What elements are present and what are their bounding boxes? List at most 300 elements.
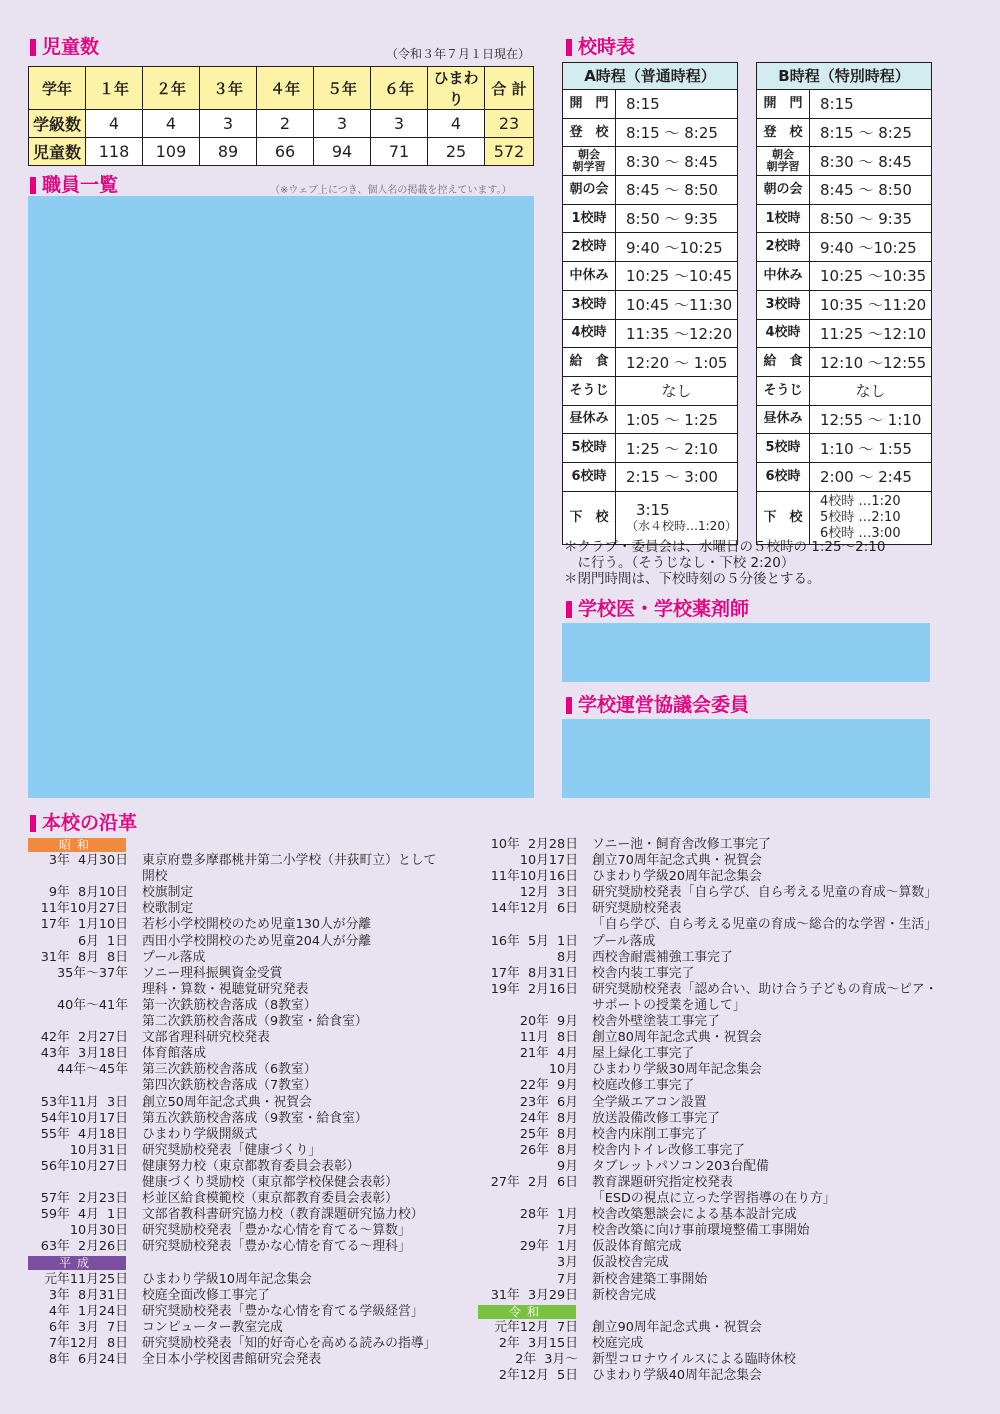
history-date: 22年 9月 [519, 1078, 578, 1094]
history-event: 研究奨励校発表 [592, 901, 682, 917]
history-item [28, 934, 436, 950]
schedule-row [757, 176, 931, 205]
history-event: ひまわり学級開級式 [142, 1126, 258, 1142]
history-event: 第一次鉄筋校舎落成（8教室） [142, 997, 317, 1013]
history-date: 3年 8月31日 [48, 1287, 128, 1303]
history-event: 「ESDの視点に立った学習指導の在り方」 [592, 1191, 836, 1207]
schedule-row [757, 262, 931, 291]
history-date: 元年12月 7日 [494, 1319, 578, 1335]
history-event: 校舎内トイレ改修工事完了 [592, 1142, 745, 1158]
schedule-note-3: ＊閉門時間は、下校時刻の５分後とする。 [564, 571, 821, 587]
doctor-title-text: 学校医・学校薬剤師 [578, 598, 750, 620]
era-row [28, 1255, 436, 1271]
period-time: 8:15 〜 8:25 [820, 124, 912, 143]
history-date: 53年11月 3日 [40, 1094, 128, 1110]
dismissal-row [563, 492, 737, 544]
history-event: 西校舎耐震補強工事完了 [592, 949, 733, 965]
history-item [478, 853, 938, 869]
history-date: 42年 2月27日 [40, 1030, 128, 1046]
dismissal-label: 下 校 [563, 492, 616, 544]
history-item [478, 1320, 938, 1336]
history-date: 19年 2月16日 [490, 981, 578, 997]
period-time: 11:25 〜12:10 [820, 324, 927, 343]
history-event: ソニー池・飼育舎改修工事完了 [592, 837, 771, 852]
enrollment-header-row [29, 67, 534, 110]
doctor-list-placeholder [562, 623, 930, 682]
period-time: 8:15 [626, 94, 660, 113]
schedule-row [563, 406, 737, 435]
history-event: 新校舎建築工事開始 [592, 1271, 708, 1287]
staff-privacy-note: （※ウェブ上につき、個人名の掲載を控えています。） [270, 185, 512, 196]
history-item [28, 998, 436, 1014]
dismissal-line: 5校時 …2:10 [820, 509, 901, 525]
history-event: 校舎改築に向け事前環境整備工事開始 [592, 1223, 810, 1239]
enrollment-cell: 3 [200, 110, 257, 138]
history-item [478, 1014, 938, 1030]
period-time: 12:10 〜12:55 [820, 353, 927, 372]
enrollment-cell: 118 [86, 138, 143, 166]
history-date: 31年 3月29日 [490, 1287, 578, 1303]
enrollment-cell: 71 [371, 138, 428, 166]
period-time: 8:50 〜 9:35 [626, 210, 718, 229]
history-item [478, 1111, 938, 1127]
enrollment-cell: 2 [257, 110, 314, 138]
schedule-row [563, 233, 737, 262]
schedule-b-table [756, 62, 932, 545]
period-time: 8:15 〜 8:25 [626, 124, 718, 143]
history-item [28, 901, 436, 917]
period-time: 10:25 〜10:45 [626, 267, 733, 286]
schedule-row [563, 320, 737, 349]
section-marker [566, 697, 572, 714]
period-time: 8:50 〜 9:35 [820, 210, 912, 229]
era-label: 令和 [478, 1305, 576, 1319]
era-row [28, 837, 436, 853]
history-date: 10年 2月28日 [490, 837, 578, 852]
history-date: 7月 [557, 1271, 578, 1287]
history-date [28, 1078, 128, 1094]
history-item [28, 1239, 436, 1255]
enrollment-cell: 94 [314, 138, 371, 166]
period-time: 1:10 〜 1:55 [820, 439, 912, 458]
enrollment-cell: 4 [428, 110, 485, 138]
section-marker [30, 815, 36, 832]
history-item [28, 1111, 436, 1127]
history-date: 7月 [557, 1223, 578, 1239]
history-event: ソニー理科振興資金受賞 [142, 965, 283, 981]
period-time: 8:30 〜 8:45 [626, 152, 718, 171]
enrollment-cell: 109 [143, 138, 200, 166]
history-date: 31年 8月 8日 [40, 949, 128, 965]
enrollment-header-cell: ６年 [371, 67, 428, 110]
enrollment-row [29, 138, 534, 166]
period-time: 9:40 〜10:25 [820, 238, 917, 257]
enrollment-cell: 4 [143, 110, 200, 138]
history-date: 10月30日 [69, 1223, 128, 1239]
history-item [478, 917, 938, 933]
schedule-row [757, 463, 931, 492]
history-item [28, 869, 436, 885]
history-item [478, 950, 938, 966]
schedule-row [563, 434, 737, 463]
history-event: 若杉小学校開校のため児童130人が分離 [142, 917, 372, 933]
history-date: 6年 3月 7日 [48, 1319, 128, 1335]
schedule-row [563, 291, 737, 320]
history-date: 9月 [557, 1158, 578, 1174]
schedule-row [563, 90, 737, 119]
history-event: ひまわり学級10周年記念集会 [142, 1271, 312, 1287]
period-label: 3校時 [563, 291, 616, 319]
schedule-row [757, 434, 931, 463]
history-item [478, 1095, 938, 1111]
dismissal-line: 3:15 [636, 500, 670, 519]
history-item [478, 1127, 938, 1143]
history-event: 健康努力校（東京都教育委員会表彰） [142, 1158, 360, 1174]
history-item [28, 1191, 436, 1207]
history-event: 研究奨励校発表「豊かな心情を育てる〜理科」 [142, 1239, 411, 1255]
history-event: 創立80周年記念式典・祝賀会 [592, 1030, 762, 1046]
history-title-text: 本校の沿革 [42, 812, 138, 834]
history-item [478, 1078, 938, 1094]
history-item [478, 1368, 938, 1384]
schedule-row [757, 406, 931, 435]
history-date: 40年〜41年 [57, 997, 128, 1013]
history-event: 放送設備改修工事完了 [592, 1110, 720, 1126]
history-date: 57年 2月23日 [40, 1191, 128, 1207]
schedule-row [563, 463, 737, 492]
history-item [478, 1030, 938, 1046]
enrollment-title-text: 児童数 [42, 36, 100, 58]
period-time: なし [855, 382, 886, 401]
enrollment-row-label: 児童数 [29, 138, 86, 166]
schedule-row [757, 147, 931, 176]
history-date: 11年10月16日 [490, 869, 578, 885]
enrollment-cell: 3 [314, 110, 371, 138]
enrollment-cell: 23 [485, 110, 534, 138]
schedule-note-2: に行う。（そうじなし・下校 2:20） [564, 555, 795, 571]
doctor-title [566, 598, 749, 620]
enrollment-title [30, 36, 99, 58]
period-time: 1:25 〜 2:10 [626, 439, 718, 458]
history-date: 26年 8月 [519, 1142, 578, 1158]
history-event: 第五次鉄筋校舎落成（9教室・給食室） [142, 1110, 368, 1126]
schedule-row [563, 262, 737, 291]
history-item [478, 1191, 938, 1207]
history-event: 第四次鉄筋校舎落成（7教室） [142, 1078, 317, 1094]
history-item [28, 885, 436, 901]
schedule-row [757, 205, 931, 234]
schedule-note-1: ＊クラブ・委員会は、水曜日の５校時の 1:25〜2:10 [564, 539, 886, 555]
enrollment-cell: 572 [485, 138, 534, 166]
enrollment-cell: 25 [428, 138, 485, 166]
history-date: 28年 1月 [519, 1207, 578, 1223]
history-item [28, 1207, 436, 1223]
history-right-column [478, 837, 938, 1384]
history-item [478, 1207, 938, 1223]
era-label: 平成 [28, 1256, 126, 1270]
period-label: 4校時 [563, 320, 616, 348]
history-event: 開校 [142, 869, 168, 885]
history-event: 校舎改築懇談会による基本設計完成 [592, 1207, 797, 1223]
history-event: 全学級エアコン設置 [592, 1094, 707, 1110]
period-label: 朝の会 [757, 176, 810, 204]
history-date: 24年 8月 [519, 1110, 578, 1126]
period-label: 中休み [563, 262, 616, 290]
period-time: 8:15 [820, 94, 854, 113]
section-marker [566, 39, 572, 56]
period-time: 2:15 〜 3:00 [626, 468, 718, 487]
history-date [478, 917, 578, 933]
history-date [478, 1191, 578, 1207]
history-event: 校舎内装工事完了 [592, 965, 695, 981]
history-item [28, 1030, 436, 1046]
history-event: 校庭完成 [592, 1335, 644, 1351]
period-label: 朝の会 [563, 176, 616, 204]
history-date: 55年 4月18日 [40, 1126, 128, 1142]
schedule-row [563, 176, 737, 205]
history-date: 17年 8月31日 [490, 965, 578, 981]
history-item [478, 901, 938, 917]
history-item [478, 885, 938, 901]
history-date: 9年 8月10日 [48, 885, 128, 901]
history-item [28, 1223, 436, 1239]
history-event: 西田小学校開校のため児童204人が分離 [142, 933, 372, 949]
history-event: 研究奨励校発表「認め合い、助け合う子どもの育成〜ピア・ [592, 981, 938, 997]
history-item [28, 1143, 436, 1159]
history-item [28, 1046, 436, 1062]
history-event: サポートの授業を通して」 [592, 997, 746, 1013]
history-date: 7年12月 8日 [48, 1335, 128, 1351]
period-time: 2:00 〜 2:45 [820, 468, 912, 487]
period-label: そうじ [563, 377, 616, 405]
schedule-row [563, 147, 737, 176]
history-event: 理科・算数・視聴覚研究発表 [142, 981, 309, 997]
council-title-text: 学校運営協議会委員 [578, 694, 750, 716]
enrollment-cell: 89 [200, 138, 257, 166]
history-item [28, 950, 436, 966]
history-event: プール落成 [142, 949, 206, 965]
history-item [28, 1304, 436, 1320]
period-label: 4校時 [757, 320, 810, 348]
dismissal-label: 下 校 [757, 492, 810, 544]
schedule-row [563, 205, 737, 234]
history-item [28, 1159, 436, 1175]
history-event: 文部省教科書研究協力校（教育課題研究協力校） [142, 1207, 424, 1223]
history-event: 創立50周年記念式典・祝賀会 [142, 1094, 312, 1110]
period-label: 6校時 [757, 463, 810, 491]
schedule-title-text: 校時表 [578, 36, 636, 58]
history-event: 研究奨励校発表「豊かな心情を育てる学級経営」 [142, 1303, 424, 1319]
history-date: 29年 1月 [519, 1239, 578, 1255]
history-event: 第二次鉄筋校舎落成（9教室・給食室） [142, 1014, 368, 1030]
history-event: タブレットパソコン203台配備 [592, 1158, 769, 1174]
period-label: 開 門 [563, 90, 616, 118]
schedule-row [757, 377, 931, 406]
era-row [478, 1304, 938, 1320]
history-item [478, 1143, 938, 1159]
history-item [478, 982, 938, 998]
period-time: 12:20 〜 1:05 [626, 353, 728, 372]
period-label: そうじ [757, 377, 810, 405]
dismissal-line: 4校時 …1:20 [820, 493, 901, 509]
history-date: 35年〜37年 [57, 965, 128, 981]
history-event: 仮設校舎完成 [592, 1255, 669, 1271]
schedule-row [563, 377, 737, 406]
history-item [28, 1078, 436, 1094]
period-time: 11:35 〜12:20 [626, 324, 733, 343]
history-date: 16年 5月 1日 [490, 933, 578, 949]
period-label: 3校時 [757, 291, 810, 319]
history-date: 63年 2月26日 [40, 1239, 128, 1255]
staff-title [30, 174, 118, 196]
history-item [28, 1272, 436, 1288]
history-date [28, 1175, 128, 1191]
history-event: 教育課題研究指定校発表 [592, 1174, 733, 1190]
section-marker [566, 601, 572, 618]
history-item [478, 1336, 938, 1352]
schedule-row [563, 348, 737, 377]
history-item [478, 1239, 938, 1255]
period-time: 12:55 〜 1:10 [820, 410, 922, 429]
enrollment-table [28, 66, 534, 166]
history-event: 全日本小学校図書館研究会発表 [142, 1352, 322, 1367]
council-list-placeholder [562, 719, 930, 798]
history-date: 10月 [548, 1062, 578, 1078]
period-label: 5校時 [757, 434, 810, 462]
history-event: 文部省理科研究校発表 [142, 1030, 270, 1046]
history-item [478, 1272, 938, 1288]
history-item [478, 1159, 938, 1175]
schedule-row [757, 320, 931, 349]
history-date: 3年 4月30日 [48, 853, 128, 869]
history-date: 23年 6月 [519, 1094, 578, 1110]
period-time: 8:45 〜 8:50 [626, 181, 718, 200]
history-item [28, 1336, 436, 1352]
period-label: 朝会 朝学習 [757, 147, 810, 175]
history-event: 校旗制定 [142, 885, 194, 901]
schedule-row [757, 90, 931, 119]
period-label: 2校時 [757, 233, 810, 261]
history-item [478, 998, 938, 1014]
staff-list-placeholder [28, 196, 534, 798]
period-time: 9:40 〜10:25 [626, 238, 723, 257]
history-item [28, 917, 436, 933]
enrollment-row [29, 110, 534, 138]
history-item [28, 1062, 436, 1078]
history-event: 創立70周年記念式典・祝賀会 [592, 853, 762, 869]
history-event: 研究奨励校発表「豊かな心情を育てる〜算数」 [142, 1223, 411, 1239]
schedule-row [757, 119, 931, 148]
history-date: 6月 1日 [77, 933, 128, 949]
history-item [478, 1352, 938, 1368]
history-event: 校舎内床削工事完了 [592, 1126, 708, 1142]
history-event: 研究奨励校発表「自ら学び、自ら考える児童の育成〜算数」 [592, 885, 938, 901]
history-date: 27年 2月 6日 [490, 1174, 578, 1190]
history-item [28, 1095, 436, 1111]
history-date [478, 998, 578, 1014]
schedule-row [757, 291, 931, 320]
history-date: 43年 3月18日 [40, 1046, 128, 1062]
period-label: 給 食 [563, 348, 616, 376]
history-date: 54年10月17日 [40, 1110, 128, 1126]
history-event: プール落成 [592, 933, 656, 949]
schedule-row [757, 348, 931, 377]
period-label: 登 校 [563, 119, 616, 147]
history-event: 校舎外壁塗装工事完了 [592, 1014, 720, 1030]
history-date: 元年11月25日 [44, 1271, 128, 1287]
history-date: 44年〜45年 [57, 1062, 128, 1078]
history-date: 2年 3月15日 [498, 1335, 578, 1351]
period-label: 1校時 [757, 205, 810, 233]
dismissal-row [757, 492, 931, 544]
history-event: 研究奨励校発表「健康づくり」 [142, 1142, 322, 1158]
history-date: 17年 1月10日 [40, 917, 128, 933]
period-time: 8:30 〜 8:45 [820, 152, 912, 171]
period-time: 8:45 〜 8:50 [820, 181, 912, 200]
history-event: 校歌制定 [142, 901, 194, 917]
dismissal-times [810, 492, 931, 544]
period-label: 朝会 朝学習 [563, 147, 616, 175]
history-item [28, 966, 436, 982]
history-event: ひまわり学級30周年記念集会 [592, 1062, 762, 1078]
enrollment-row-label: 学級数 [29, 110, 86, 138]
history-item [28, 1127, 436, 1143]
period-label: 登 校 [757, 119, 810, 147]
history-event: ひまわり学級20周年記念集会 [592, 869, 762, 885]
history-item [28, 853, 436, 869]
dismissal-line: （水４校時…1:20） [626, 518, 737, 533]
history-date: 20年 9月 [519, 1014, 578, 1030]
period-label: 中休み [757, 262, 810, 290]
council-title [566, 694, 749, 716]
enrollment-header-cell: ５年 [314, 67, 371, 110]
history-item [478, 1255, 938, 1271]
history-item [478, 1175, 938, 1191]
history-item [478, 837, 938, 853]
period-label: 給 食 [757, 348, 810, 376]
history-date: 11月 8日 [519, 1030, 578, 1046]
history-event: 校庭全面改修工事完了 [142, 1287, 270, 1303]
history-event: 新校舎完成 [592, 1287, 656, 1303]
history-date: 2年 3月〜 [515, 1352, 578, 1367]
period-label: 昼休み [563, 406, 616, 434]
schedule-row [757, 233, 931, 262]
history-item [28, 1352, 436, 1368]
history-item [28, 1175, 436, 1191]
schedule-row [563, 119, 737, 148]
history-event: 研究奨励校発表「知的好奇心を高める読みの指導」 [142, 1335, 437, 1351]
history-date: 25年 8月 [519, 1126, 578, 1142]
schedule-a-table [562, 62, 738, 545]
enrollment-header-cell: ４年 [257, 67, 314, 110]
history-event: 創立90周年記念式典・祝賀会 [592, 1319, 762, 1335]
history-event: コンピューター教室完成 [142, 1319, 283, 1335]
enrollment-date-note: （令和３年７月１日現在） [386, 47, 531, 61]
history-item [478, 934, 938, 950]
period-label: 5校時 [563, 434, 616, 462]
history-event: 屋上緑化工事完了 [592, 1046, 695, 1062]
history-date: 11年10月27日 [40, 901, 128, 917]
period-time: 1:05 〜 1:25 [626, 410, 718, 429]
history-item [28, 1320, 436, 1336]
period-label: 2校時 [563, 233, 616, 261]
history-item [478, 1062, 938, 1078]
history-date: 2年12月 5日 [498, 1368, 578, 1384]
schedule-b-header: B時程（特別時程） [757, 63, 931, 90]
history-date: 56年10月27日 [40, 1158, 128, 1174]
history-event: 「自ら学び、自ら考える児童の育成〜総合的な学習・生活」 [592, 917, 938, 933]
enrollment-header-cell: ２年 [143, 67, 200, 110]
